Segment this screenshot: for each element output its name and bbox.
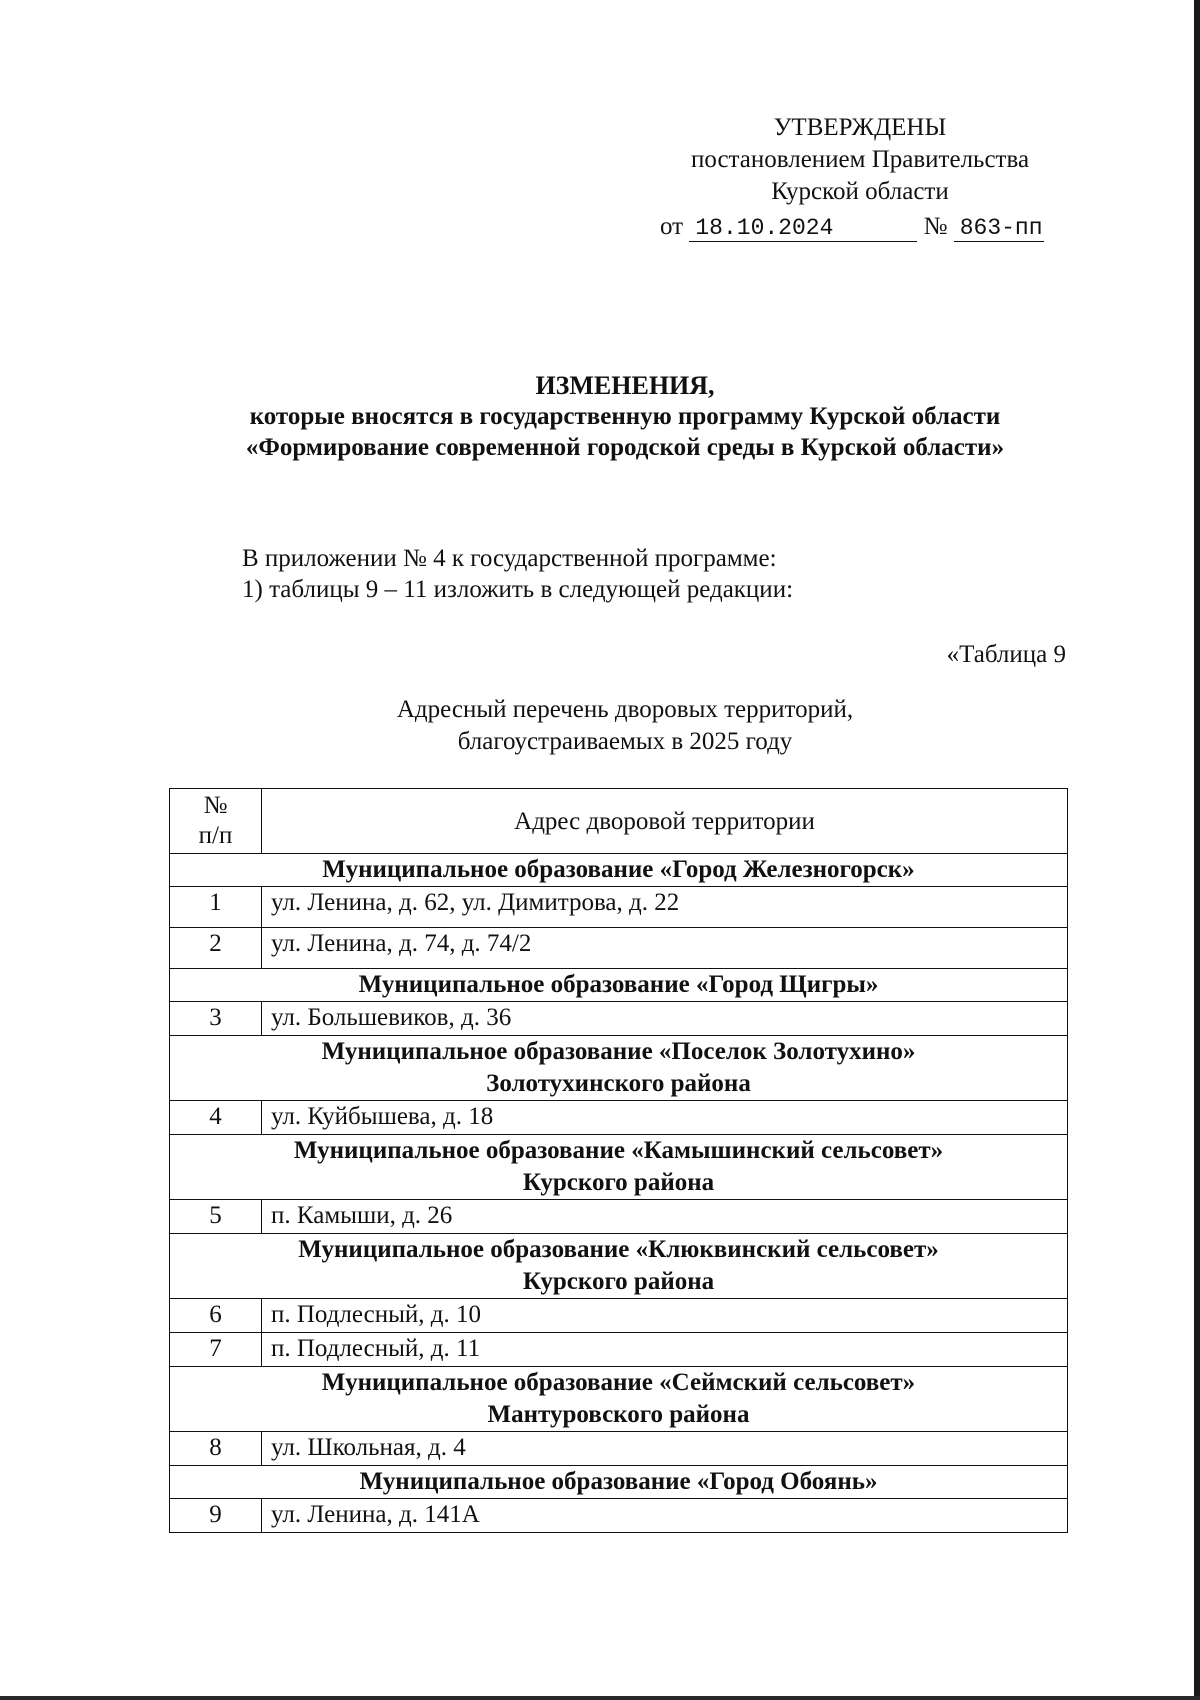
group-row (170, 1466, 1068, 1499)
column-header-number: № п/п (170, 789, 262, 854)
group-label-district: Курского района (522, 1169, 715, 1196)
table-title-line-2: благоустраиваемых в 2025 году (457, 728, 793, 755)
column-header-address: Адрес дворовой территории (262, 789, 1068, 854)
group-label: Муниципальное образование «Поселок Золотухино» (321, 1038, 916, 1065)
group-label: Муниципальное образование «Город Щигры» (358, 971, 879, 998)
row-address: п. Камыши, д. 26 (262, 1200, 1068, 1234)
group-label: Муниципальное образование «Город Обоянь» (359, 1468, 878, 1495)
document-title (150, 370, 1100, 463)
table-row (170, 1333, 1068, 1367)
group-label-district: Мантуровского района (487, 1401, 750, 1428)
approval-date-number (660, 213, 1044, 242)
row-number: 5 (170, 1200, 262, 1234)
row-number: 2 (170, 928, 262, 969)
table-row (170, 928, 1068, 969)
row-address: ул. Куйбышева, д. 18 (262, 1101, 1068, 1135)
date-prefix: от (660, 213, 684, 240)
table-row (170, 1200, 1068, 1234)
group-label: Муниципальное образование «Камышинский сельсовет» (293, 1137, 944, 1164)
title-line-2: «Формирование современной городской среды в Курской области» (245, 434, 1005, 461)
table-row (170, 1432, 1068, 1466)
title-heading: ИЗМЕНЕНИЯ, (535, 371, 715, 400)
group-row (170, 1036, 1068, 1101)
group-row (170, 969, 1068, 1002)
scan-edge-bottom (0, 1696, 1200, 1700)
row-number: 1 (170, 887, 262, 928)
approval-heading: УТВЕРЖДЕНЫ (773, 114, 947, 141)
group-row (170, 1135, 1068, 1200)
table-label: «Таблица 9 (946, 641, 1066, 668)
group-label-district: Курского района (522, 1268, 715, 1295)
row-number: 6 (170, 1299, 262, 1333)
row-number: 8 (170, 1432, 262, 1466)
title-line-1: которые вносятся в государственную программу Курской области (249, 403, 1001, 430)
table-row (170, 1002, 1068, 1036)
group-row (170, 1234, 1068, 1299)
intro-line-2: 1) таблицы 9 – 11 изложить в следующей редакции: (242, 576, 794, 603)
intro-paragraph (242, 543, 793, 605)
approval-date: 18.10.2024 (689, 215, 917, 242)
row-number: 4 (170, 1101, 262, 1135)
scan-edge-right (1194, 0, 1200, 1700)
group-label: Муниципальное образование «Город Железногорск» (322, 856, 915, 883)
group-row (170, 854, 1068, 887)
table-row (170, 1499, 1068, 1533)
table-row (170, 1299, 1068, 1333)
row-address: п. Подлесный, д. 11 (262, 1333, 1068, 1367)
row-address: ул. Ленина, д. 74, д. 74/2 (262, 928, 1068, 969)
approval-block (640, 112, 1080, 208)
group-row (170, 1367, 1068, 1432)
table-row (170, 887, 1068, 928)
address-table (169, 788, 1068, 1533)
table-header-row (170, 789, 1068, 854)
group-label-district: Золотухинского района (486, 1070, 751, 1097)
row-address: ул. Большевиков, д. 36 (262, 1002, 1068, 1036)
row-number: 3 (170, 1002, 262, 1036)
row-address: п. Подлесный, д. 10 (262, 1299, 1068, 1333)
row-address: ул. Ленина, д. 62, ул. Димитрова, д. 22 (262, 887, 1068, 928)
approval-line-1: постановлением Правительства (690, 146, 1030, 173)
row-number: 9 (170, 1499, 262, 1533)
group-label: Муниципальное образование «Клюквинский сельсовет» (298, 1236, 939, 1263)
table-title-line-1: Адресный перечень дворовых территорий, (396, 696, 854, 723)
row-address: ул. Ленина, д. 141А (262, 1499, 1068, 1533)
row-address: ул. Школьная, д. 4 (262, 1432, 1068, 1466)
table-row (170, 1101, 1068, 1135)
number-prefix: № (923, 213, 948, 240)
table-title (150, 694, 1100, 758)
approval-line-2: Курской области (771, 178, 949, 205)
group-label: Муниципальное образование «Сеймский сельсовет» (321, 1369, 916, 1396)
row-number: 7 (170, 1333, 262, 1367)
intro-line-1: В приложении № 4 к государственной программе: (242, 545, 777, 572)
approval-number: 863-пп (954, 215, 1044, 242)
